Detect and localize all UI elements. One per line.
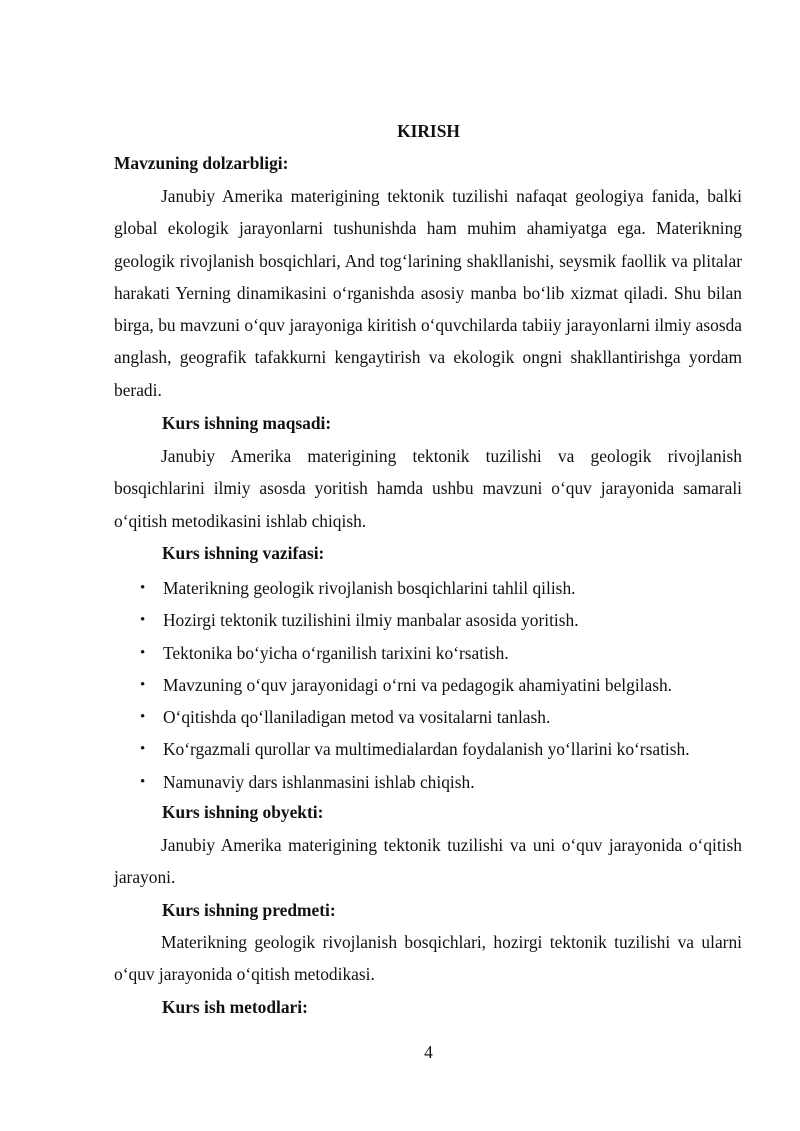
methods-heading: Kurs ish metodlari: <box>162 997 308 1017</box>
subject-heading: Kurs ishning predmeti: <box>162 900 336 920</box>
tasks-heading: Kurs ishning vazifasi: <box>162 543 325 563</box>
tasks-list <box>140 572 690 798</box>
object-paragraph: Janubiy Amerika materigining tektonik tuzilishi va uni o‘quv jarayonida o‘qitish jarayoni. <box>114 835 742 888</box>
list-item <box>140 637 690 669</box>
bullet-icon: • <box>140 644 146 661</box>
bullet-icon: • <box>140 612 146 629</box>
list-item-text: Hozirgi tektonik tuzilishini ilmiy manbalar asosida yoritish. <box>163 610 579 631</box>
page-number: 4 <box>424 1042 433 1062</box>
bullet-icon: • <box>140 773 146 790</box>
goal-heading: Kurs ishning maqsadi: <box>162 413 332 433</box>
list-item <box>140 733 690 765</box>
list-item <box>140 669 690 701</box>
list-item <box>140 604 690 636</box>
relevance-heading: Mavzuning dolzarbligi: <box>114 153 289 173</box>
list-item-text: Mavzuning o‘quv jarayonidagi o‘rni va pedagogik ahamiyatini belgilash. <box>163 674 673 695</box>
object-heading: Kurs ishning obyekti: <box>162 802 324 822</box>
bullet-icon: • <box>140 709 146 726</box>
bullet-icon: • <box>140 741 146 758</box>
list-item-text: Ko‘rgazmali qurollar va multimedialardan foydalanish yo‘llarini ko‘rsatish. <box>163 739 690 760</box>
page-title: KIRISH <box>397 121 460 141</box>
list-item <box>140 572 690 604</box>
relevance-paragraph: Janubiy Amerika materigining tektonik tuzilishi nafaqat geologiya fanida, balki global ekologik jarayonlarni tushunishda ham muhim ahamiyatga ega. Materikning geologik rivojlanish bosqichlari, And tog‘larining shakllanishi, seysmik faollik va plitalar harakati Yerning dinamikasini o‘rganishda asosiy manba bo‘lib xizmat qiladi. Shu bilan birga, bu mavzuni o‘quv jarayoniga kiritish o‘quvchilarda tabiiy jarayonlarni ilmiy asosda anglash, geografik tafakkurni kengaytirish va ekologik ongni shakllantirishga yordam beradi. <box>114 186 742 400</box>
list-item-text: Tektonika bo‘yicha o‘rganilish tarixini ko‘rsatish. <box>163 642 509 663</box>
bullet-icon: • <box>140 580 146 596</box>
list-item-text: O‘qitishda qo‘llaniladigan metod va vositalarni tanlash. <box>163 707 551 728</box>
list-item-text: Materikning geologik rivojlanish bosqichlarini tahlil qilish. <box>163 578 576 598</box>
goal-paragraph: Janubiy Amerika materigining tektonik tuzilishi va geologik rivojlanish bosqichlarini ilmiy asosda yoritish hamda ushbu mavzuni o‘quv jarayonida samarali o‘qitish metodikasini ishlab chiqish. <box>114 446 742 531</box>
bullet-icon: • <box>140 676 146 693</box>
list-item-text: Namunaviy dars ishlanmasini ishlab chiqish. <box>163 771 475 792</box>
list-item <box>140 766 690 798</box>
subject-paragraph: Materikning geologik rivojlanish bosqichlari, hozirgi tektonik tuzilishi va ularni o‘quv jarayonida o‘qitish metodikasi. <box>114 932 742 985</box>
list-item <box>140 701 690 733</box>
